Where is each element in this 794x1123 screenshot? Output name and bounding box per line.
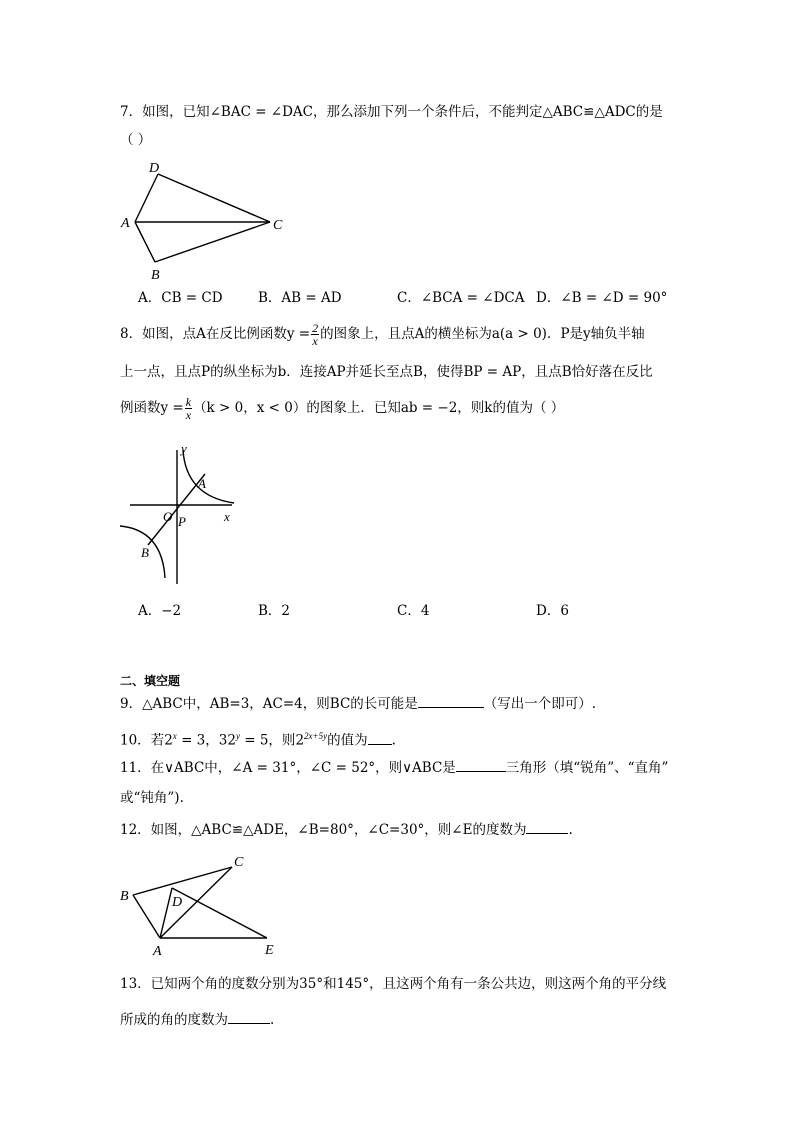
q8-option-b[interactable]: B．2 [258, 603, 291, 619]
q8-label-p: P [178, 514, 186, 529]
q7-option-b[interactable]: B．AB = AD [258, 290, 342, 306]
q12-label-a: A [153, 944, 162, 959]
q8-label-a: A [198, 476, 206, 491]
section-fill-in-blank-heading: 二、填空题 [120, 674, 181, 688]
q8-line3-b: （k > 0，x < 0）的图象上．已知ab = −2，则k的值为（ ） [193, 400, 565, 416]
q9-text-b: （写出一个即可）. [483, 696, 597, 712]
q12-label-e: E [265, 943, 274, 958]
q12-label-d: D [172, 895, 183, 910]
q9-stem [120, 694, 596, 714]
q8-label-x: x [224, 509, 230, 524]
q8-label-o: O [163, 509, 173, 524]
q10-text-a: 10．若 [120, 732, 165, 749]
q7-option-d[interactable]: D．∠B = ∠D = 90° [536, 290, 668, 306]
q12-label-c: C [234, 855, 244, 870]
q10-base1: 2 [164, 732, 173, 749]
q8-line1-b: 的图象上，且点A的横坐标为a(a > 0)．P是y轴负半轴 [320, 326, 645, 342]
q10-exp2: y [235, 731, 240, 741]
q8-label-b: B [141, 545, 149, 560]
q8-stem-line1 [120, 322, 645, 347]
q10-exp1: x [172, 731, 177, 741]
q10-text-d: 的值为 [327, 732, 368, 749]
q7-label-d: D [149, 161, 160, 176]
q13-stem-line1: 13．已知两个角的度数分别为35°和145°，且这两个角有一条公共边，则这两个角的平分线 [120, 976, 667, 992]
q8-line1-a: 8．如图，点A在反比例函数y = [120, 326, 311, 342]
q7-label-b: B [151, 268, 160, 283]
q7-option-c[interactable]: C．∠BCA = ∠DCA [397, 290, 525, 306]
q13-text-b: . [270, 1012, 275, 1028]
q8-label-y: y [181, 441, 187, 456]
q7-label-a: A [121, 216, 130, 231]
q11-text-b: 三角形（填“锐角”、“直角” [505, 760, 669, 776]
q8-stem-line2: 上一点，且点P的纵坐标为b．连接AP并延长至点B，使得BP = AP，且点B恰好落在反比 [120, 364, 653, 380]
q8-stem-line3 [120, 396, 564, 421]
q9-text-a: 9．△ABC中，AB=3，AC=4，则BC的长可能是 [120, 696, 418, 712]
q12-label-b: B [120, 889, 129, 904]
q13-answer-blank[interactable] [228, 1011, 270, 1024]
q11-stem-line2: 或“钝角”). [120, 790, 184, 806]
q11-text-a: 11．在∨ABC中，∠A = 31°，∠C = 52°，则∨ABC是 [120, 760, 456, 776]
q13-text-a: 所成的角的度数为 [120, 1012, 228, 1028]
q12-figure [115, 848, 290, 960]
q7-option-a[interactable]: A．CB = CD [138, 290, 223, 306]
q10-text-c: = 5，则 [239, 732, 296, 749]
q8-fraction-k-over-x: $\frac{k}{x}$ [185, 395, 192, 422]
q9-answer-blank[interactable] [418, 695, 484, 708]
q8-line3-a: 例函数y = [120, 400, 184, 416]
q11-answer-blank[interactable] [456, 759, 506, 772]
q10-exp3: 2x+5y [304, 731, 328, 741]
q7-stem-line1: 7．如图，已知∠BAC = ∠DAC，那么添加下列一个条件后，不能判定△ABC≌△ADC的是 [120, 104, 663, 120]
q11-stem-line1 [120, 758, 668, 778]
q10-text-e: . [391, 732, 396, 749]
q10-text-b: = 3， [176, 732, 219, 749]
q13-stem-line2 [120, 1010, 274, 1030]
q8-fraction-2-over-x: $\frac{2}{x}$ [312, 321, 319, 348]
q8-option-d[interactable]: D．6 [536, 603, 569, 619]
q8-option-a[interactable]: A．−2 [138, 603, 182, 619]
q7-stem-line2: （ ） [120, 132, 152, 148]
q10-base3: 2 [295, 732, 305, 749]
q12-text-a: 12．如图，△ABC≌△ADE，∠B=80°，∠C=30°，则∠E的度数为 [120, 822, 527, 838]
q7-label-c: C [273, 218, 283, 233]
q10-stem [120, 726, 396, 751]
q7-figure [115, 155, 300, 285]
q12-answer-blank[interactable] [526, 821, 568, 834]
q10-base2: 32 [218, 732, 236, 749]
q12-text-b: . [568, 822, 573, 838]
q8-figure [115, 435, 240, 590]
q12-stem [120, 820, 573, 840]
q10-answer-blank[interactable] [368, 732, 392, 745]
q8-option-c[interactable]: C．4 [397, 603, 430, 619]
